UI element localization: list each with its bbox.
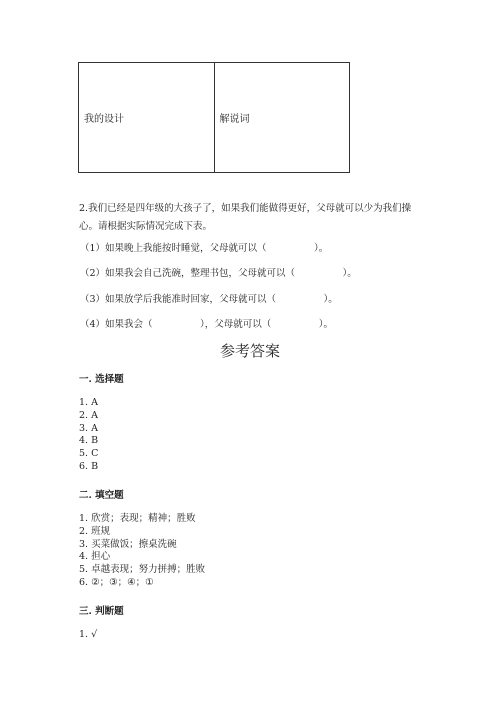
my-design-label: 我的设计 — [84, 114, 124, 125]
answer-key-title: 参考答案 — [219, 342, 280, 360]
section-heading-judge: 三. 判断题 — [79, 606, 124, 617]
question-2-item-1: （1）如果晚上我能按时睡觉，父母就可以（ ）。 — [80, 243, 329, 254]
answer-item: 4. 担心 — [79, 551, 111, 563]
answer-item: 2. 班规 — [79, 525, 111, 537]
my-design-cell — [79, 63, 214, 172]
answer-list-judge — [79, 629, 97, 642]
question-2-intro: 2.我们已经是四年级的大孩子了，如果我们能做得更好，父母就可以少为我们操心。请根据实际情况完成下表。 — [79, 203, 412, 232]
question-2-item-3: （3）如果放学后我能准时回家，父母就可以（ ）。 — [80, 294, 338, 305]
answer-item: 6. ②；③；④；① — [79, 576, 154, 588]
question-2-item-4: （4）如果我会（ ），父母就可以（ ）。 — [80, 319, 334, 330]
commentary-label: 解说词 — [219, 114, 250, 125]
answer-item: 5. 卓越表现；努力拼搏；胜败 — [79, 564, 206, 576]
answer-item: 3. A — [79, 422, 98, 434]
design-table — [78, 62, 350, 173]
answer-list-choice — [79, 397, 98, 474]
answer-item: 5. C — [79, 448, 99, 460]
answer-item: 6. B — [79, 460, 99, 472]
question-2-item-2: （2）如果我会自己洗碗，整理书包，父母就可以（ ）。 — [80, 268, 357, 279]
answer-item: 1. √ — [79, 629, 98, 640]
answer-item: 4. B — [79, 435, 99, 447]
section-heading-fill: 二. 填空题 — [79, 490, 124, 501]
answer-item: 1. A — [79, 397, 98, 408]
section-heading-choice: 一. 选择题 — [79, 374, 124, 385]
answer-item: 1. 欣赏；表现；精神；胜败 — [79, 513, 196, 524]
answer-list-fill — [79, 513, 205, 590]
answer-item: 3. 买菜做饭；擦桌洗碗 — [79, 538, 177, 550]
commentary-cell — [214, 63, 350, 172]
answer-item: 2. A — [79, 409, 98, 421]
